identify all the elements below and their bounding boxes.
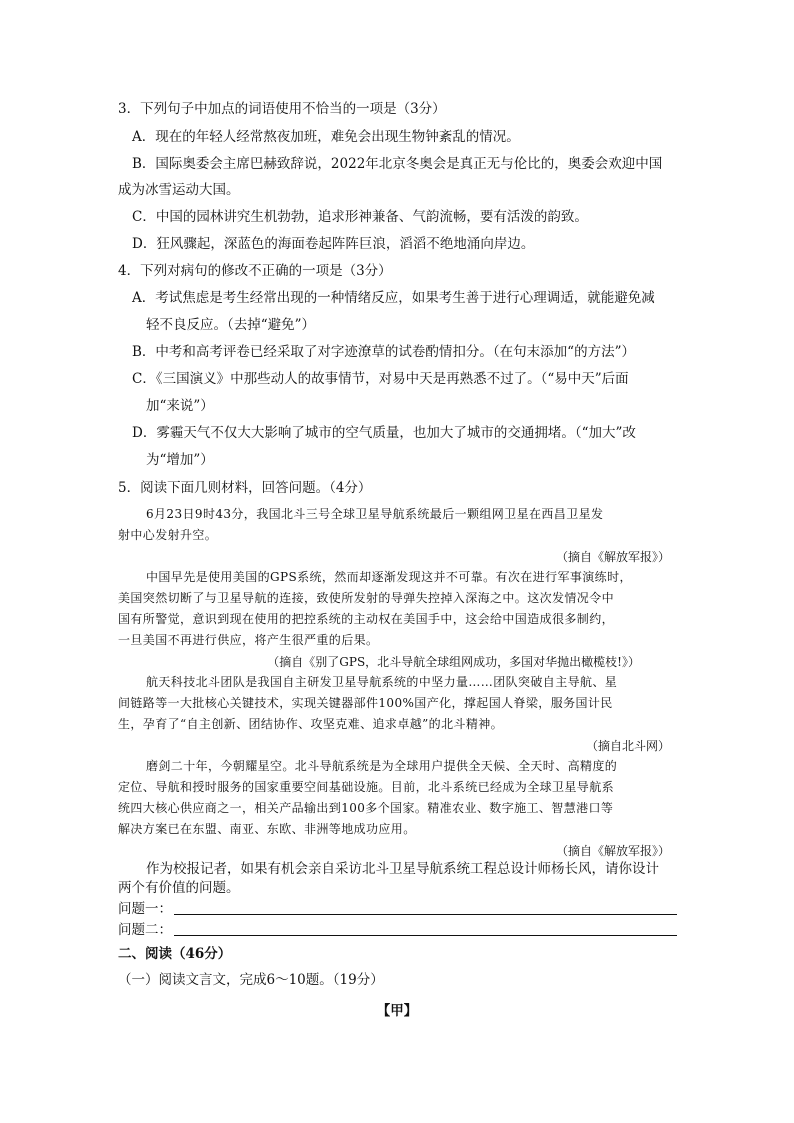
passage-jia-heading: 【甲】: [376, 1003, 418, 1019]
material2-source: （摘自《别了GPS，北斗导航全球组网成功，多国对华抛出橄榄枝!》）: [267, 655, 640, 669]
material4-line1: 磨剑二十年，今朝耀星空。北斗导航系统是为全球用户提供全天候、全天时、高精度的: [146, 759, 618, 773]
q3-option-c: C．中国的园林讲究生机勃勃，追求形神兼备、气韵流畅，要有活泼的韵致。: [132, 209, 588, 225]
q3-option-b-line2: 成为冰雪运动大国。: [118, 182, 240, 198]
q3-option-a: A．现在的年轻人经常熬夜加班，难免会出现生物钟紊乱的情况。: [132, 129, 520, 145]
material2-line4: 一旦美国不再进行供应，将产生很严重的后果。: [118, 633, 379, 647]
answer-label-2: 问题二：: [118, 922, 172, 938]
material4-source: （摘自《解放军报》）: [555, 844, 670, 858]
q4-option-a-line1: A．考试焦虑是考生经常出现的一种情绪反应，如果考生善于进行心理调适，就能避免减: [132, 290, 655, 306]
q4-stem: 4．下列对病句的修改不正确的一项是（3分）: [118, 263, 392, 279]
material4-line3: 统四大核心供应商之一，相关产品输出到100多个国家。精准农业、数字施工、智慧港口等: [118, 801, 614, 815]
material1-line1: 6月23日9时43分，我国北斗三号全球卫星导航系统最后一颗组网卫星在西昌卫星发: [146, 507, 604, 521]
material1-line2: 射中心发射升空。: [118, 528, 218, 542]
material3-line1: 航天科技北斗团队是我国自主研发卫星导航系统的中坚力量……团队突破自主导航、星: [146, 675, 618, 689]
q4-option-d-line1: D．雾霾天气不仅大大影响了城市的空气质量，也加大了城市的交通拥堵。（“加大”改: [132, 425, 636, 441]
material3-line3: 生，孕育了“自主创新、团结协作、攻坚克难、追求卓越”的北斗精神。: [118, 717, 504, 731]
material2-line1: 中国早先是使用美国的GPS系统，然而却逐渐发现这并不可靠。有次在进行军事演练时，: [146, 570, 632, 584]
material4-line4: 解决方案已在东盟、南亚、东欧、非洲等地成功应用。: [118, 822, 416, 836]
q4-option-a-line2: 轻不良反应。（去掉“避免”）: [146, 317, 316, 333]
q5-task-line1: 作为校报记者，如果有机会亲自采访北斗卫星导航系统工程总设计师杨长风，请你设计: [146, 861, 659, 877]
q3-option-d: D．狂风骤起，深蓝色的海面卷起阵阵巨浪，滔滔不绝地涌向岸边。: [132, 236, 535, 252]
material4-line2: 定位、导航和授时服务的国家重要空间基础设施。目前，北斗系统已经成为全球卫星导航系: [118, 780, 615, 794]
q5-task-line2: 两个有价值的问题。: [118, 880, 240, 896]
q3-option-b-line1: B．国际奥委会主席巴赫致辞说，2022年北京冬奥会是真正无与伦比的，奥委会欢迎中国: [132, 156, 663, 172]
material3-source: （摘自北斗网）: [585, 739, 670, 753]
q4-option-c-line1: C．《三国演义》中那些动人的故事情节，对易中天是再熟悉不过了。（“易中天”后面: [132, 371, 629, 387]
answer-label-1: 问题一：: [118, 901, 172, 917]
material1-source: （摘自《解放军报》）: [555, 550, 670, 564]
material2-line2: 美国突然切断了与卫星导航的连接，致使所发射的导弹失控掉入深海之中。这次发情况令中: [118, 591, 615, 605]
section2-subtitle: （一）阅读文言文，完成6～10题。（19分）: [118, 972, 384, 988]
q3-stem: 3．下列句子中加点的词语使用不恰当的一项是（3分）: [118, 101, 446, 117]
q4-option-c-line2: 加“来说”）: [146, 398, 214, 414]
section2-title: 二、阅读（46分）: [118, 946, 232, 962]
material2-line3: 国有所警觉，意识到现在使用的把控系统的主动权在美国手中，这会给中国造成很多制约，: [118, 612, 615, 626]
answer-line-2[interactable]: [174, 935, 677, 936]
answer-line-1[interactable]: [174, 914, 677, 915]
q4-option-d-line2: 为“增加”）: [146, 452, 214, 468]
q5-stem: 5．阅读下面几则材料，回答问题。（4分）: [118, 480, 372, 496]
material3-line2: 间链路等一大批核心关键技术，实现关键器部件100%国产化，撑起国人脊梁，服务国计民: [118, 696, 613, 710]
q4-option-b: B．中考和高考评卷已经采取了对字迹潦草的试卷酌情扣分。（在句末添加“的方法”）: [132, 344, 635, 360]
